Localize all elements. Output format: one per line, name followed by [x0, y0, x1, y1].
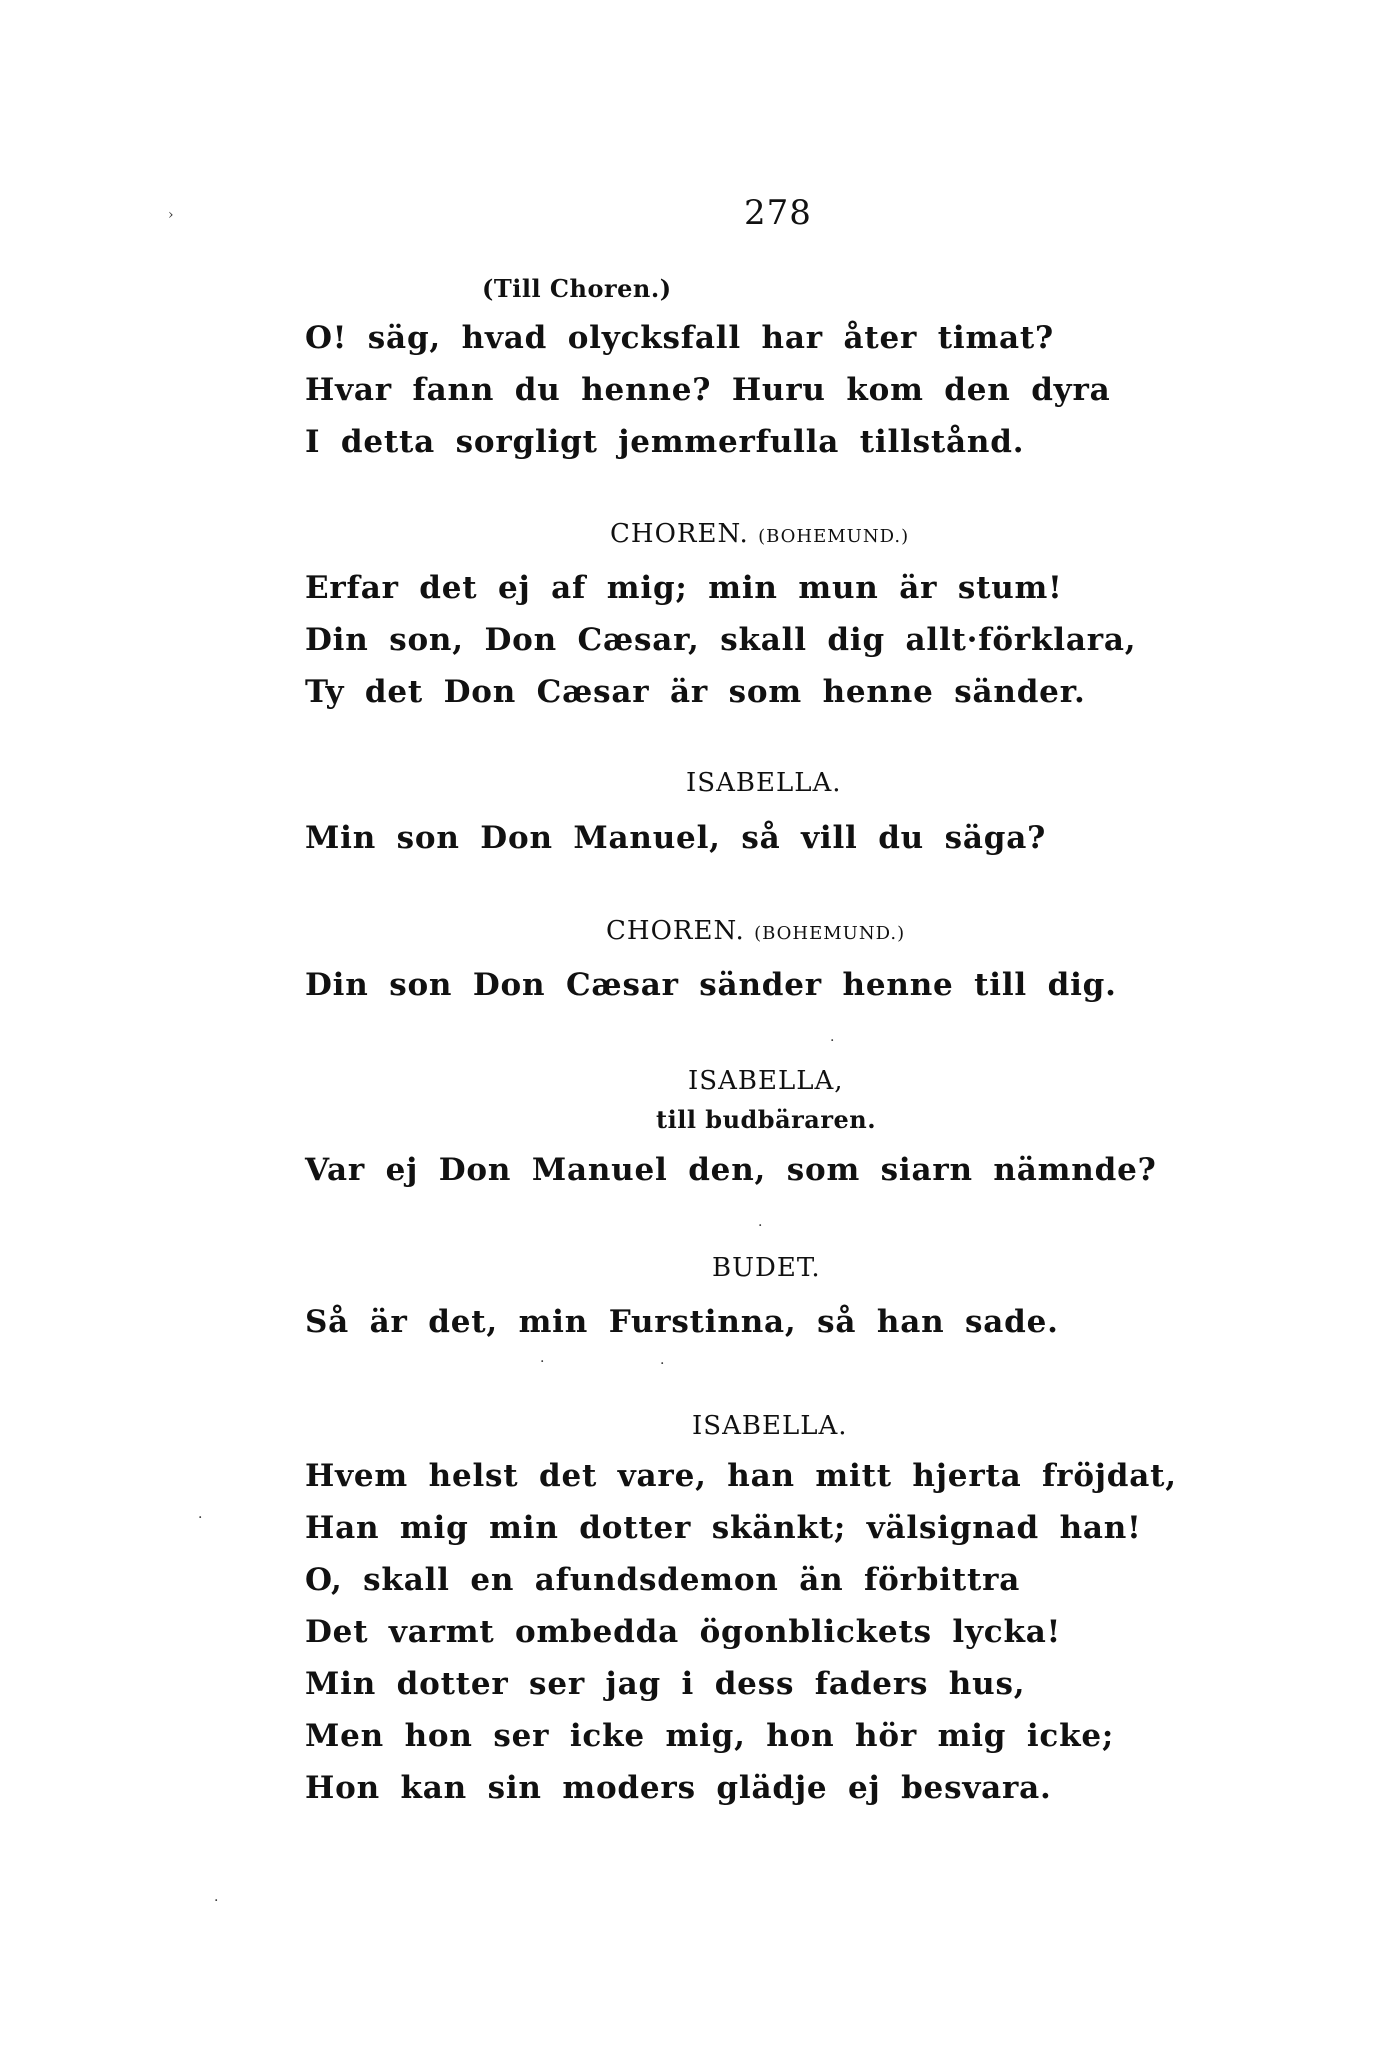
stage-direction: till budbäraren. — [656, 1105, 877, 1134]
speaker-heading — [610, 519, 909, 549]
verse-line: Erfar det ej af mig; min mun är stum! — [305, 570, 1063, 606]
verse-line: Hon kan sin moders glädje ej besvara. — [305, 1770, 1052, 1806]
verse-line: O! säg, hvad olycksfall har åter timat? — [305, 320, 1055, 356]
verse-block — [305, 562, 1136, 718]
stray-dot: · — [758, 1218, 763, 1234]
verse-line: Var ej Don Manuel den, som siarn nämnde? — [305, 1152, 1157, 1188]
stray-dot: · — [198, 1510, 203, 1526]
speaker-name: ISABELLA. — [692, 1411, 848, 1441]
speaker-name: ISABELLA. — [686, 768, 842, 798]
verse-block — [305, 1144, 1157, 1196]
speaker-heading — [712, 1253, 821, 1283]
stray-dot: · — [540, 1354, 545, 1370]
verse-line: Hvar fann du henne? Huru kom den dyra — [305, 372, 1111, 408]
stage-direction: (Till Choren.) — [482, 274, 672, 303]
verse-line: Din son, Don Cæsar, skall dig allt·förklara, — [305, 622, 1137, 658]
verse-line: Hvem helst det vare, han mitt hjerta fröjdat, — [305, 1458, 1177, 1494]
speaker-name: CHOREN. — [606, 916, 745, 946]
verse-line: Ty det Don Cæsar är som henne sänder. — [305, 674, 1086, 710]
verse-line: Han mig min dotter skänkt; välsignad han! — [305, 1510, 1142, 1546]
verse-line: Min dotter ser jag i dess faders hus, — [305, 1666, 1026, 1702]
verse-block — [305, 1450, 1177, 1814]
verse-block — [305, 812, 1046, 864]
speaker-heading — [688, 1066, 844, 1096]
verse-block — [305, 959, 1117, 1011]
page-number: 278 — [744, 193, 812, 233]
speaker-name: BUDET. — [712, 1253, 821, 1283]
verse-line: I detta sorgligt jemmerfulla tillstånd. — [305, 424, 1025, 460]
verse-line: O, skall en afundsdemon än förbittra — [305, 1562, 1021, 1598]
speaker-heading — [606, 916, 905, 946]
speaker-aside: (BOHEMUND.) — [754, 923, 906, 944]
speaker-name: ISABELLA, — [688, 1066, 844, 1096]
stray-dot: · — [214, 1893, 219, 1909]
verse-line: Men hon ser icke mig, hon hör mig icke; — [305, 1718, 1115, 1754]
verse-block — [305, 1296, 1059, 1348]
speaker-name: CHOREN. — [610, 519, 749, 549]
verse-line: Så är det, min Furstinna, så han sade. — [305, 1304, 1059, 1340]
speaker-heading — [686, 768, 842, 798]
speaker-heading — [692, 1411, 848, 1441]
verse-line: Min son Don Manuel, så vill du säga? — [305, 820, 1047, 856]
stray-dot: · — [660, 1356, 665, 1372]
verse-block — [305, 312, 1111, 468]
verse-line: Din son Don Cæsar sänder henne till dig. — [305, 967, 1117, 1003]
margin-mark: › — [168, 207, 174, 223]
speaker-aside: (BOHEMUND.) — [758, 526, 910, 547]
stray-dot: · — [830, 1033, 835, 1049]
verse-line: Det varmt ombedda ögonblickets lycka! — [305, 1614, 1062, 1650]
